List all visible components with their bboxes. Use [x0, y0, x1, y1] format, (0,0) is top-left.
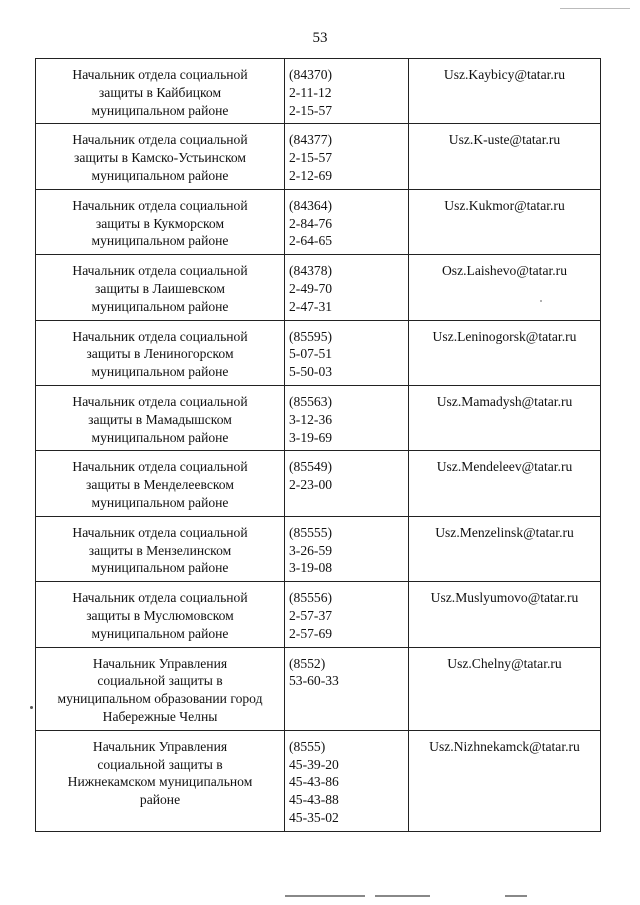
position-line: Начальник отдела социальной [72, 67, 248, 82]
phone-number: 45-43-88 [289, 792, 339, 808]
email-cell [409, 255, 601, 320]
phone-number: 2-57-69 [289, 625, 333, 641]
email-address: Osz.Laishevo@tatar.ru [441, 263, 567, 279]
contacts-table [35, 58, 601, 832]
phone-number: 2-47-31 [289, 298, 333, 314]
scan-edge-right [560, 8, 630, 9]
table-row [36, 124, 601, 189]
scan-speck [30, 706, 33, 709]
phone-number: 3-19-08 [289, 560, 333, 576]
phone-number: (8552) [289, 655, 326, 671]
email-address: Usz.Muslyumovo@tatar.ru [430, 590, 579, 606]
scan-mark [505, 895, 527, 897]
position-line: защиты в Лаишевском [95, 280, 225, 296]
contacts-table-body [36, 59, 601, 832]
phone-number: 53-60-33 [289, 673, 339, 689]
email-cell [409, 451, 601, 516]
position-line: муниципальном районе [91, 364, 229, 380]
phone-number: (84370) [289, 67, 333, 82]
position-line: Начальник Управления [92, 655, 228, 671]
phone-cell [285, 451, 409, 516]
position-cell [36, 124, 285, 189]
position-line: муниципальном районе [91, 625, 229, 641]
scan-mark [375, 895, 430, 897]
position-line: Нижнекамском муниципальном [67, 774, 253, 790]
phone-cell [285, 189, 409, 254]
phone-number: 45-35-02 [289, 809, 339, 825]
position-cell [36, 647, 285, 730]
phone-cell [285, 255, 409, 320]
phone-number: 5-50-03 [289, 364, 333, 380]
position-line: социальной защиты в [97, 756, 223, 772]
position-line: Начальник отдела социальной [72, 590, 248, 606]
phone-cell [285, 582, 409, 647]
phone-number: (84378) [289, 263, 333, 279]
phone-number: 2-11-12 [289, 84, 332, 100]
phone-number: 2-57-37 [289, 607, 333, 623]
position-cell [36, 59, 285, 124]
phone-cell [285, 320, 409, 385]
position-line: Начальник отдела социальной [72, 263, 248, 279]
position-line: муниципальном районе [91, 494, 229, 510]
position-line: районе [139, 792, 181, 808]
email-address: Usz.K-uste@tatar.ru [448, 132, 561, 148]
email-address: Usz.Leninogorsk@tatar.ru [432, 328, 577, 344]
phone-number: 2-15-57 [289, 150, 333, 166]
email-cell [409, 385, 601, 450]
position-line: Начальник отдела социальной [72, 393, 248, 409]
phone-number: (84364) [289, 197, 333, 213]
phone-number: 2-12-69 [289, 167, 333, 183]
email-cell [409, 582, 601, 647]
email-address: Usz.Nizhnekamck@tatar.ru [429, 738, 580, 754]
table-row [36, 582, 601, 647]
scan-mark [285, 895, 365, 897]
position-line: защиты в Мамадышском [88, 411, 232, 427]
phone-number: (85549) [289, 459, 333, 475]
position-line: Начальник отдела социальной [72, 132, 248, 148]
phone-cell [285, 385, 409, 450]
position-line: Начальник отдела социальной [72, 459, 248, 475]
phone-number: (85556) [289, 590, 333, 606]
position-line: защиты в Кайбицком [98, 84, 222, 100]
phone-number: 2-84-76 [289, 215, 333, 231]
phone-number: (85595) [289, 328, 333, 344]
phone-cell [285, 516, 409, 581]
table-row [36, 647, 601, 730]
phone-cell [285, 647, 409, 730]
email-address: Usz.Kaybicy@tatar.ru [443, 67, 566, 82]
position-line: муниципальном образовании город [57, 691, 263, 707]
position-line: Начальник отдела социальной [72, 197, 248, 213]
position-cell [36, 320, 285, 385]
scan-speck [540, 300, 542, 302]
position-line: защиты в Лениногорском [86, 346, 234, 362]
phone-number: 2-15-57 [289, 102, 333, 118]
position-line: защиты в Камско-Устьинском [73, 150, 247, 166]
position-line: муниципальном районе [91, 298, 229, 314]
phone-number: (85563) [289, 393, 333, 409]
table-row [36, 189, 601, 254]
position-line: Набережные Челны [102, 708, 218, 724]
table-row [36, 385, 601, 450]
phone-cell [285, 124, 409, 189]
email-cell [409, 730, 601, 831]
email-address: Usz.Mamadysh@tatar.ru [436, 393, 573, 409]
position-line: защиты в Менделеевском [86, 477, 234, 493]
position-line: муниципальном районе [91, 233, 229, 249]
email-cell [409, 516, 601, 581]
phone-number: 5-07-51 [289, 346, 333, 362]
phone-number: 2-49-70 [289, 280, 333, 296]
email-cell [409, 124, 601, 189]
phone-number: 3-12-36 [289, 411, 333, 427]
email-cell [409, 647, 601, 730]
email-cell [409, 189, 601, 254]
phone-number: (8555) [289, 738, 326, 754]
position-cell [36, 582, 285, 647]
position-line: защиты в Кукморском [95, 215, 225, 231]
phone-number: (85555) [289, 524, 333, 540]
position-line: муниципальном районе [91, 167, 229, 183]
position-line: муниципальном районе [91, 102, 229, 118]
position-line: Начальник Управления [92, 738, 228, 754]
email-cell [409, 320, 601, 385]
email-address: Usz.Mendeleev@tatar.ru [436, 459, 573, 475]
position-line: Начальник отдела социальной [72, 524, 248, 540]
phone-number: 2-64-65 [289, 233, 333, 249]
page-number: 53 [312, 30, 328, 46]
position-line: социальной защиты в [97, 673, 223, 689]
phone-cell [285, 730, 409, 831]
position-cell [36, 189, 285, 254]
phone-number: 3-26-59 [289, 542, 333, 558]
table-row [36, 451, 601, 516]
phone-number: (84377) [289, 132, 333, 148]
position-line: муниципальном районе [91, 560, 229, 576]
table-row [36, 59, 601, 124]
phone-number: 3-19-69 [289, 429, 333, 445]
position-cell [36, 385, 285, 450]
position-cell [36, 451, 285, 516]
position-line: муниципальном районе [91, 429, 229, 445]
email-address: Usz.Menzelinsk@tatar.ru [435, 524, 574, 540]
phone-number: 45-39-20 [289, 756, 339, 772]
position-line: Начальник отдела социальной [72, 328, 248, 344]
position-cell [36, 730, 285, 831]
position-cell [36, 255, 285, 320]
phone-number: 45-43-86 [289, 774, 339, 790]
phone-cell [285, 59, 409, 124]
table-row [36, 320, 601, 385]
table-row [36, 730, 601, 831]
email-address: Usz.Chelny@tatar.ru [447, 655, 562, 671]
table-row [36, 516, 601, 581]
position-cell [36, 516, 285, 581]
email-address: Usz.Kukmor@tatar.ru [444, 197, 565, 213]
position-line: защиты в Мензелинском [88, 542, 232, 558]
position-line: защиты в Муслюмовском [86, 607, 234, 623]
email-cell [409, 59, 601, 124]
table-row [36, 255, 601, 320]
phone-number: 2-23-00 [289, 477, 333, 493]
